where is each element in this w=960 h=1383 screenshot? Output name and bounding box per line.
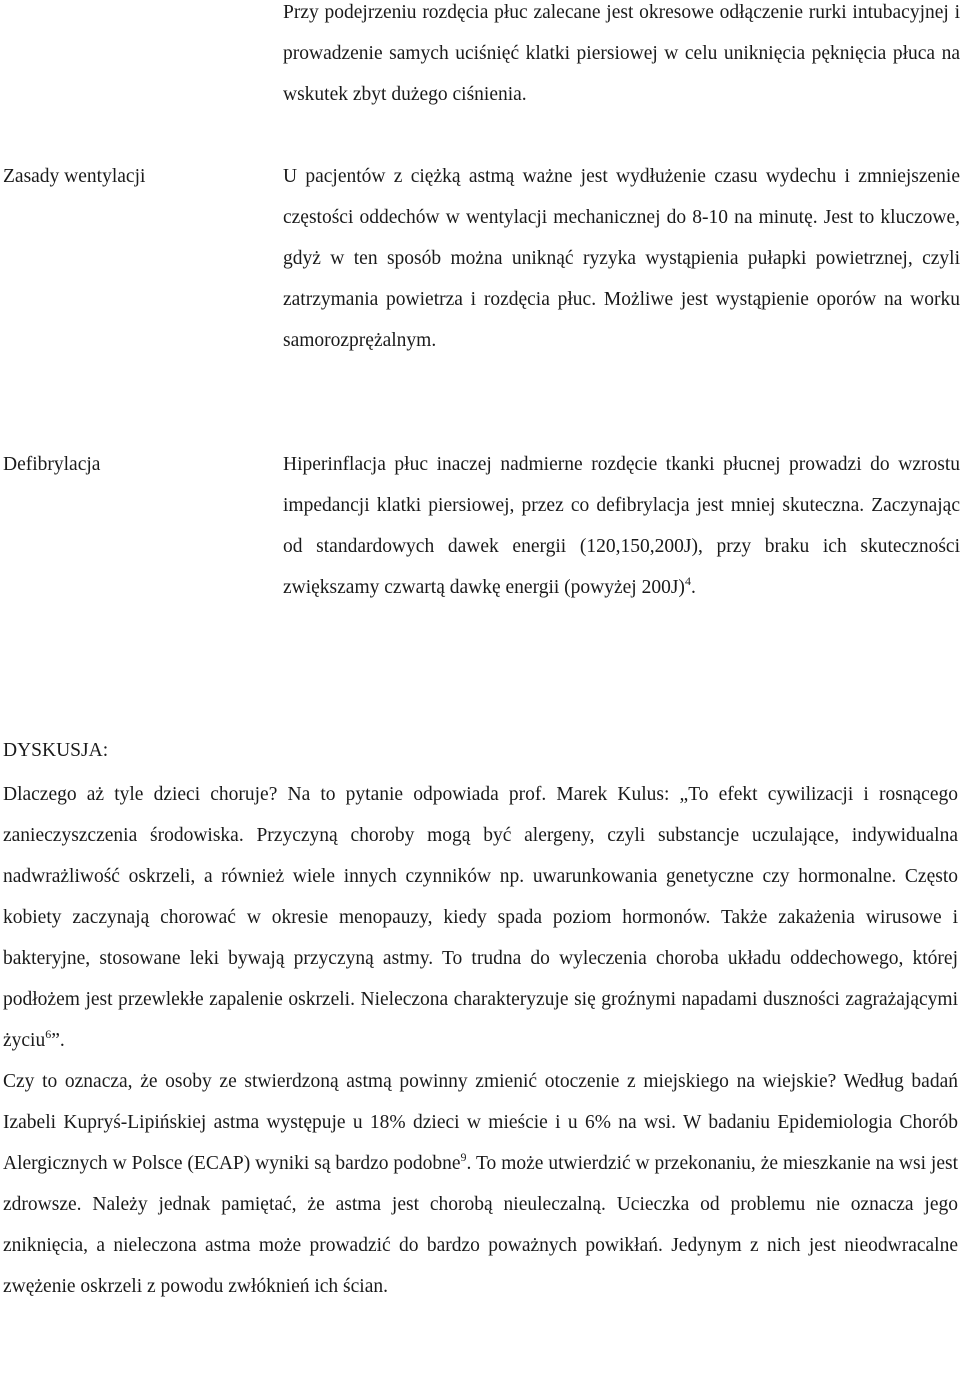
footnote-ref: 6: [45, 1027, 52, 1041]
row-description: [283, 0, 960, 115]
text-segment: Przy podejrzeniu rozdęcia płuc zalecane jest okresowe odłączenie rurki intubacyjnej i prowadzenie samych uciśnięć klatki piersiowej w celu uniknięcia pęknięcia płuca na wskutek zbyt dużego ciśnienia.: [283, 2, 960, 105]
text-segment: U pacjentów z ciężką astmą ważne jest wydłużenie czasu wydechu i zmniejszenie częstości oddechów w wentylacji mechanicznej do 8-10 na minutę. Jest to kluczowe, gdyż w ten sposób można uniknąć ryzyka wystąpienia pułapki powietrznej, czyli zatrzymania powietrza i rozdęcia płuc. Możliwe jest wystąpienie oporów na worku samorozprężalnym.: [283, 166, 960, 351]
text-segment: .: [690, 577, 696, 598]
footnote-ref: 4: [684, 574, 691, 588]
text-segment: Dlaczego aż tyle dzieci choruje? Na to pytanie odpowiada prof. Marek Kulus: „To efekt cywilizacji i rosnącego zanieczyszczenia środowiska. Przyczyną choroby mogą być alergeny, czyli substancje uczulające, indywidualna nadwrażliwość oskrzeli, a również wiele innych czynników np. uwarunkowania genetyczne czy hormonalne. Często kobiety zaczynają chorować w okresie menopauzy, kiedy spada poziom hormonów. Także zakażenia wirusowe i bakteryjne, stosowane leki bywają przyczyną astmy. To trudna do wyleczenia choroba układu oddechowego, której podłożem jest przewlekłe zapalenie oskrzeli. Nieleczona charakteryzuje się groźnymi napadami duszności zagrażającymi życiu: [3, 784, 958, 1051]
text-segment: Czy to oznacza, że osoby ze stwierdzoną astmą powinny zmienić otoczenie z miejskiego na wiejskie? Według badań Izabeli Kupryś-Lipińskiej astma występuje u 18% dzieci w mieście i u 6% na wsi. W badaniu Epidemiologia Chorób Alergicznych w Polsce (ECAP) wyniki są bardzo podobne: [3, 1071, 958, 1174]
paragraph: [3, 774, 958, 1061]
row-description: [283, 444, 960, 608]
row-paragraph: [283, 156, 960, 361]
text-segment: . To może utwierdzić w przekonaniu, że mieszkanie na wsi jest zdrowsze. Należy jednak pamiętać, że astma jest chorobą nieuleczalną. Ucieczka od problemu nie oznacza jego zniknięcia, a nieleczona astma może prowadzić do bardzo poważnych powikłań. Jedynym z nich jest nieodwracalne zwężenie oskrzeli z powodu zwłóknień ich ścian.: [3, 1153, 958, 1297]
discussion-body: [3, 774, 958, 1307]
footnote-ref: 9: [460, 1150, 467, 1164]
row-label: Zasady wentylacji: [3, 166, 146, 187]
text-segment: ”.: [51, 1030, 65, 1051]
text-segment: Hiperinflacja płuc inaczej nadmierne rozdęcie tkanki płucnej prowadzi do wzrostu impedancji klatki piersiowej, przez co defibrylacja jest mniej skuteczna. Zaczynając od standardowych dawek energii (120,150,200J), przy braku ich skuteczności zwiększamy czwartą dawkę energii (powyżej 200J): [283, 454, 960, 598]
section-heading: DYSKUSJA:: [3, 740, 109, 761]
row-label: Defibrylacja: [3, 454, 101, 475]
paragraph: [3, 1061, 958, 1307]
row-paragraph: [283, 0, 960, 115]
row-description: [283, 156, 960, 361]
row-paragraph: [283, 444, 960, 608]
